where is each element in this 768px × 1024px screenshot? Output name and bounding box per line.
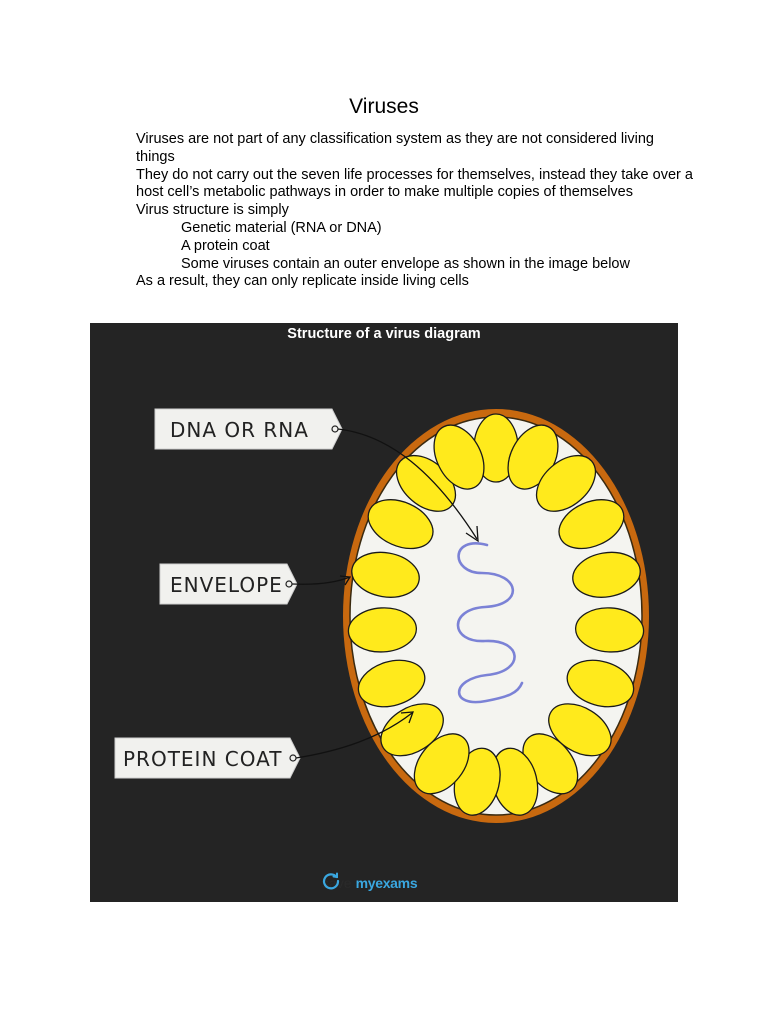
figure-title: Structure of a virus diagram [287, 326, 481, 342]
logo-brand-text: myexams [355, 875, 418, 891]
body-paragraph: Viruses are not part of any classification system as they are not considered living things [136, 131, 654, 165]
virus-diagram [90, 323, 678, 902]
body-paragraph: Some viruses contain an outer envelope as shown in the image below [181, 255, 630, 272]
page-title: Viruses [349, 95, 419, 118]
label-dna-or-rna-text: DNA OR RNA [170, 418, 309, 442]
body-paragraph: As a result, they can only replicate inside living cells [136, 273, 469, 290]
leader-line-envelope [292, 577, 350, 584]
virus-figure [90, 323, 678, 902]
body-text [136, 131, 696, 291]
logo [322, 872, 417, 894]
body-paragraph: Genetic material (RNA or DNA) [181, 219, 382, 236]
body-paragraph: A protein coat [181, 237, 270, 254]
logo-refresh-icon [322, 872, 340, 890]
body-paragraph: Virus structure is simply [136, 202, 289, 219]
label-protein-coat-text: PROTEIN COAT [123, 747, 283, 771]
label-dna-or-rna [155, 409, 342, 449]
label-protein-coat [115, 738, 300, 778]
label-envelope [160, 564, 297, 604]
label-envelope-text: ENVELOPE [170, 573, 283, 597]
logo-save-text: save [322, 875, 352, 891]
body-paragraph: They do not carry out the seven life processes for themselves, instead they take over a host cell’s metabolic pathways in order to make multiple copies of themselves [136, 166, 693, 201]
